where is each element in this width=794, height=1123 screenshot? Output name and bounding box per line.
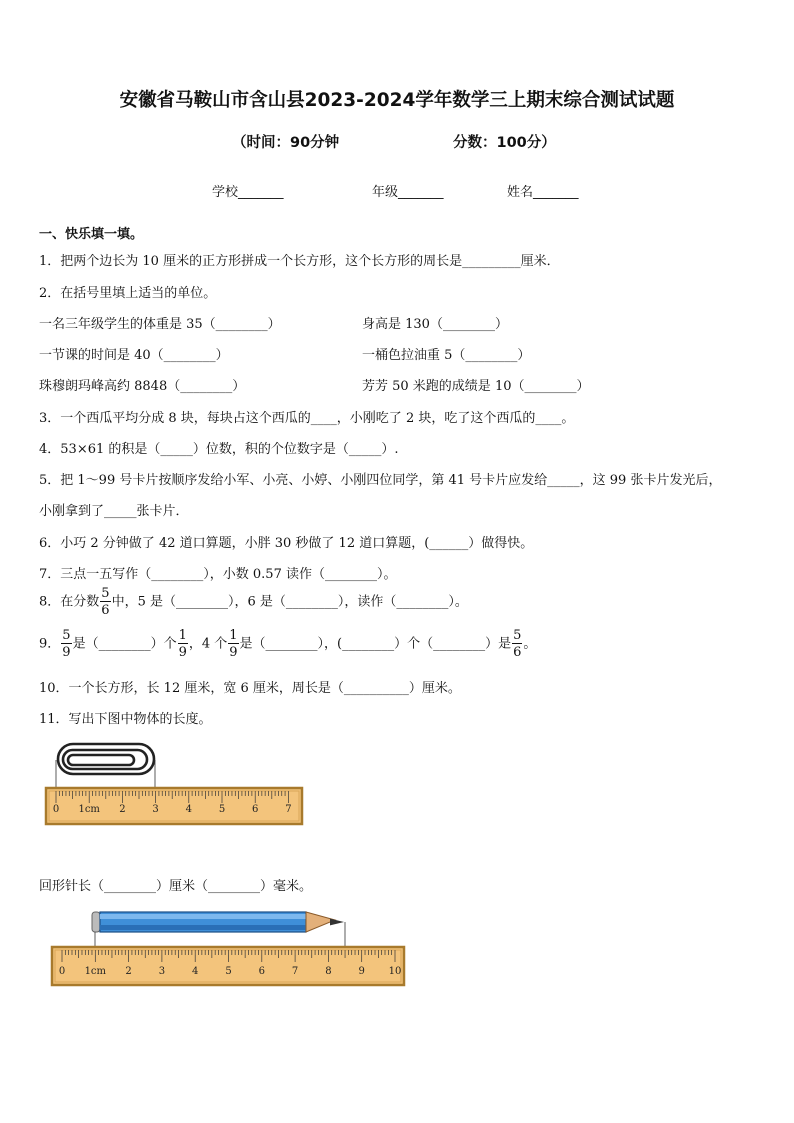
fraction-numerator: 5 xyxy=(62,628,71,643)
ruler-label: 2 xyxy=(125,966,132,977)
question-9-text-2: ，4 个 xyxy=(188,636,228,652)
page-title: 安徽省马鞍山市含山县2023-2024学年数学三上期末综合测试试题 xyxy=(119,90,675,111)
ruler-label: 7 xyxy=(291,966,299,977)
fraction-numerator: 1 xyxy=(178,628,187,643)
fraction-denominator: 9 xyxy=(178,645,187,660)
question-6: 6．小巧 2 分钟做了 42 道口算题，小胖 30 秒做了 12 道口算题，(______）做得快。 xyxy=(39,536,534,551)
name-field: 姓名_______ xyxy=(507,185,579,200)
fraction-denominator: 9 xyxy=(229,645,238,660)
school-field: 学校_______ xyxy=(212,185,284,200)
question-5-line-1: 5．把 1～99 号卡片按顺序发给小军、小亮、小婷、小刚四位同学，第 41 号卡片应发给_____，这 99 张卡片发光后， xyxy=(39,473,722,488)
question-11-answer: 回形针长（________）厘米（________）毫米。 xyxy=(39,879,313,894)
section-title: 一、快乐填一填。 xyxy=(39,227,144,242)
question-9 xyxy=(39,629,536,659)
ruler-label: 0 xyxy=(58,966,66,977)
fraction-denominator: 6 xyxy=(513,645,522,660)
question-2: 2．在括号里填上适当的单位。 xyxy=(39,286,217,301)
ruler-label: 6 xyxy=(258,966,265,977)
ruler-label: 1cm xyxy=(78,804,100,815)
question-8-pre: 8．在分数 xyxy=(39,594,100,610)
fraction-numerator: 5 xyxy=(101,586,110,601)
ruler-label: 3 xyxy=(152,804,159,815)
question-5-line-2: 小刚拿到了_____张卡片． xyxy=(39,504,189,519)
fraction xyxy=(61,629,71,659)
question-2-item-e: 珠穆朗玛峰高约 8848（________） xyxy=(39,379,246,394)
ruler-label: 8 xyxy=(325,966,332,977)
ruler-label: 4 xyxy=(192,966,199,977)
ruler-label: 1cm xyxy=(84,966,107,977)
question-2-item-d: 一桶色拉油重 5（________） xyxy=(362,348,531,363)
paperclip-ruler-figure xyxy=(44,738,306,830)
fraction xyxy=(178,629,188,659)
question-9-text-3: 是（________），(________）个（________）是 xyxy=(239,636,512,652)
ruler-label: 9 xyxy=(358,966,365,977)
ruler-1 xyxy=(46,788,302,824)
pencil-ruler-figure xyxy=(50,905,410,991)
question-4: 4．53×61 的积是（_____）位数，积的个位数字是（_____）. xyxy=(39,442,399,457)
ruler-label: 7 xyxy=(285,804,292,815)
ruler-label: 10 xyxy=(388,966,402,977)
pencil-icon xyxy=(92,912,344,932)
question-9-text-4: 。 xyxy=(523,636,537,652)
question-2-item-b: 身高是 130（________） xyxy=(362,317,508,332)
fraction-numerator: 1 xyxy=(229,628,238,643)
question-2-item-c: 一节课的时间是 40（________） xyxy=(39,348,229,363)
ruler-label: 4 xyxy=(185,804,192,815)
question-9-text-1: 是（________）个 xyxy=(72,636,177,652)
question-8-post: 中，5 是（________），6 是（________），读作（________）。 xyxy=(111,594,468,610)
question-11: 11．写出下图中物体的长度。 xyxy=(39,712,212,727)
exam-score: 分数：100分） xyxy=(453,135,556,151)
ruler-label: 3 xyxy=(158,966,166,977)
fraction-denominator: 6 xyxy=(101,603,110,618)
question-9-pre: 9． xyxy=(39,636,61,652)
question-8 xyxy=(39,587,468,617)
exam-time: （时间：90分钟 xyxy=(232,135,340,151)
fraction-denominator: 9 xyxy=(62,645,71,660)
ruler-label: 5 xyxy=(218,804,226,815)
question-1: 1．把两个边长为 10 厘米的正方形拼成一个长方形，这个长方形的周长是_________厘米． xyxy=(39,254,560,269)
ruler-label: 2 xyxy=(119,804,126,815)
question-2-item-a: 一名三年级学生的体重是 35（________） xyxy=(39,317,281,332)
ruler-label: 6 xyxy=(252,804,259,815)
fraction xyxy=(228,629,238,659)
question-2-item-f: 芳芳 50 米跑的成绩是 10（________） xyxy=(362,379,590,394)
ruler-label: 5 xyxy=(225,966,232,977)
fraction-numerator: 5 xyxy=(513,628,522,643)
paperclip-icon xyxy=(58,744,154,774)
grade-field: 年级_______ xyxy=(372,185,444,200)
ruler-label: 0 xyxy=(52,804,60,815)
ruler-2 xyxy=(52,947,404,985)
fraction xyxy=(100,587,110,617)
question-7: 7．三点一五写作（________），小数 0.57 读作（________）。 xyxy=(39,567,397,582)
fraction xyxy=(512,629,522,659)
question-10: 10．一个长方形，长 12 厘米，宽 6 厘米，周长是（__________）厘米。 xyxy=(39,681,461,696)
question-3: 3．一个西瓜平均分成 8 块，每块占这个西瓜的____，小刚吃了 2 块，吃了这个西瓜的____。 xyxy=(39,411,575,426)
